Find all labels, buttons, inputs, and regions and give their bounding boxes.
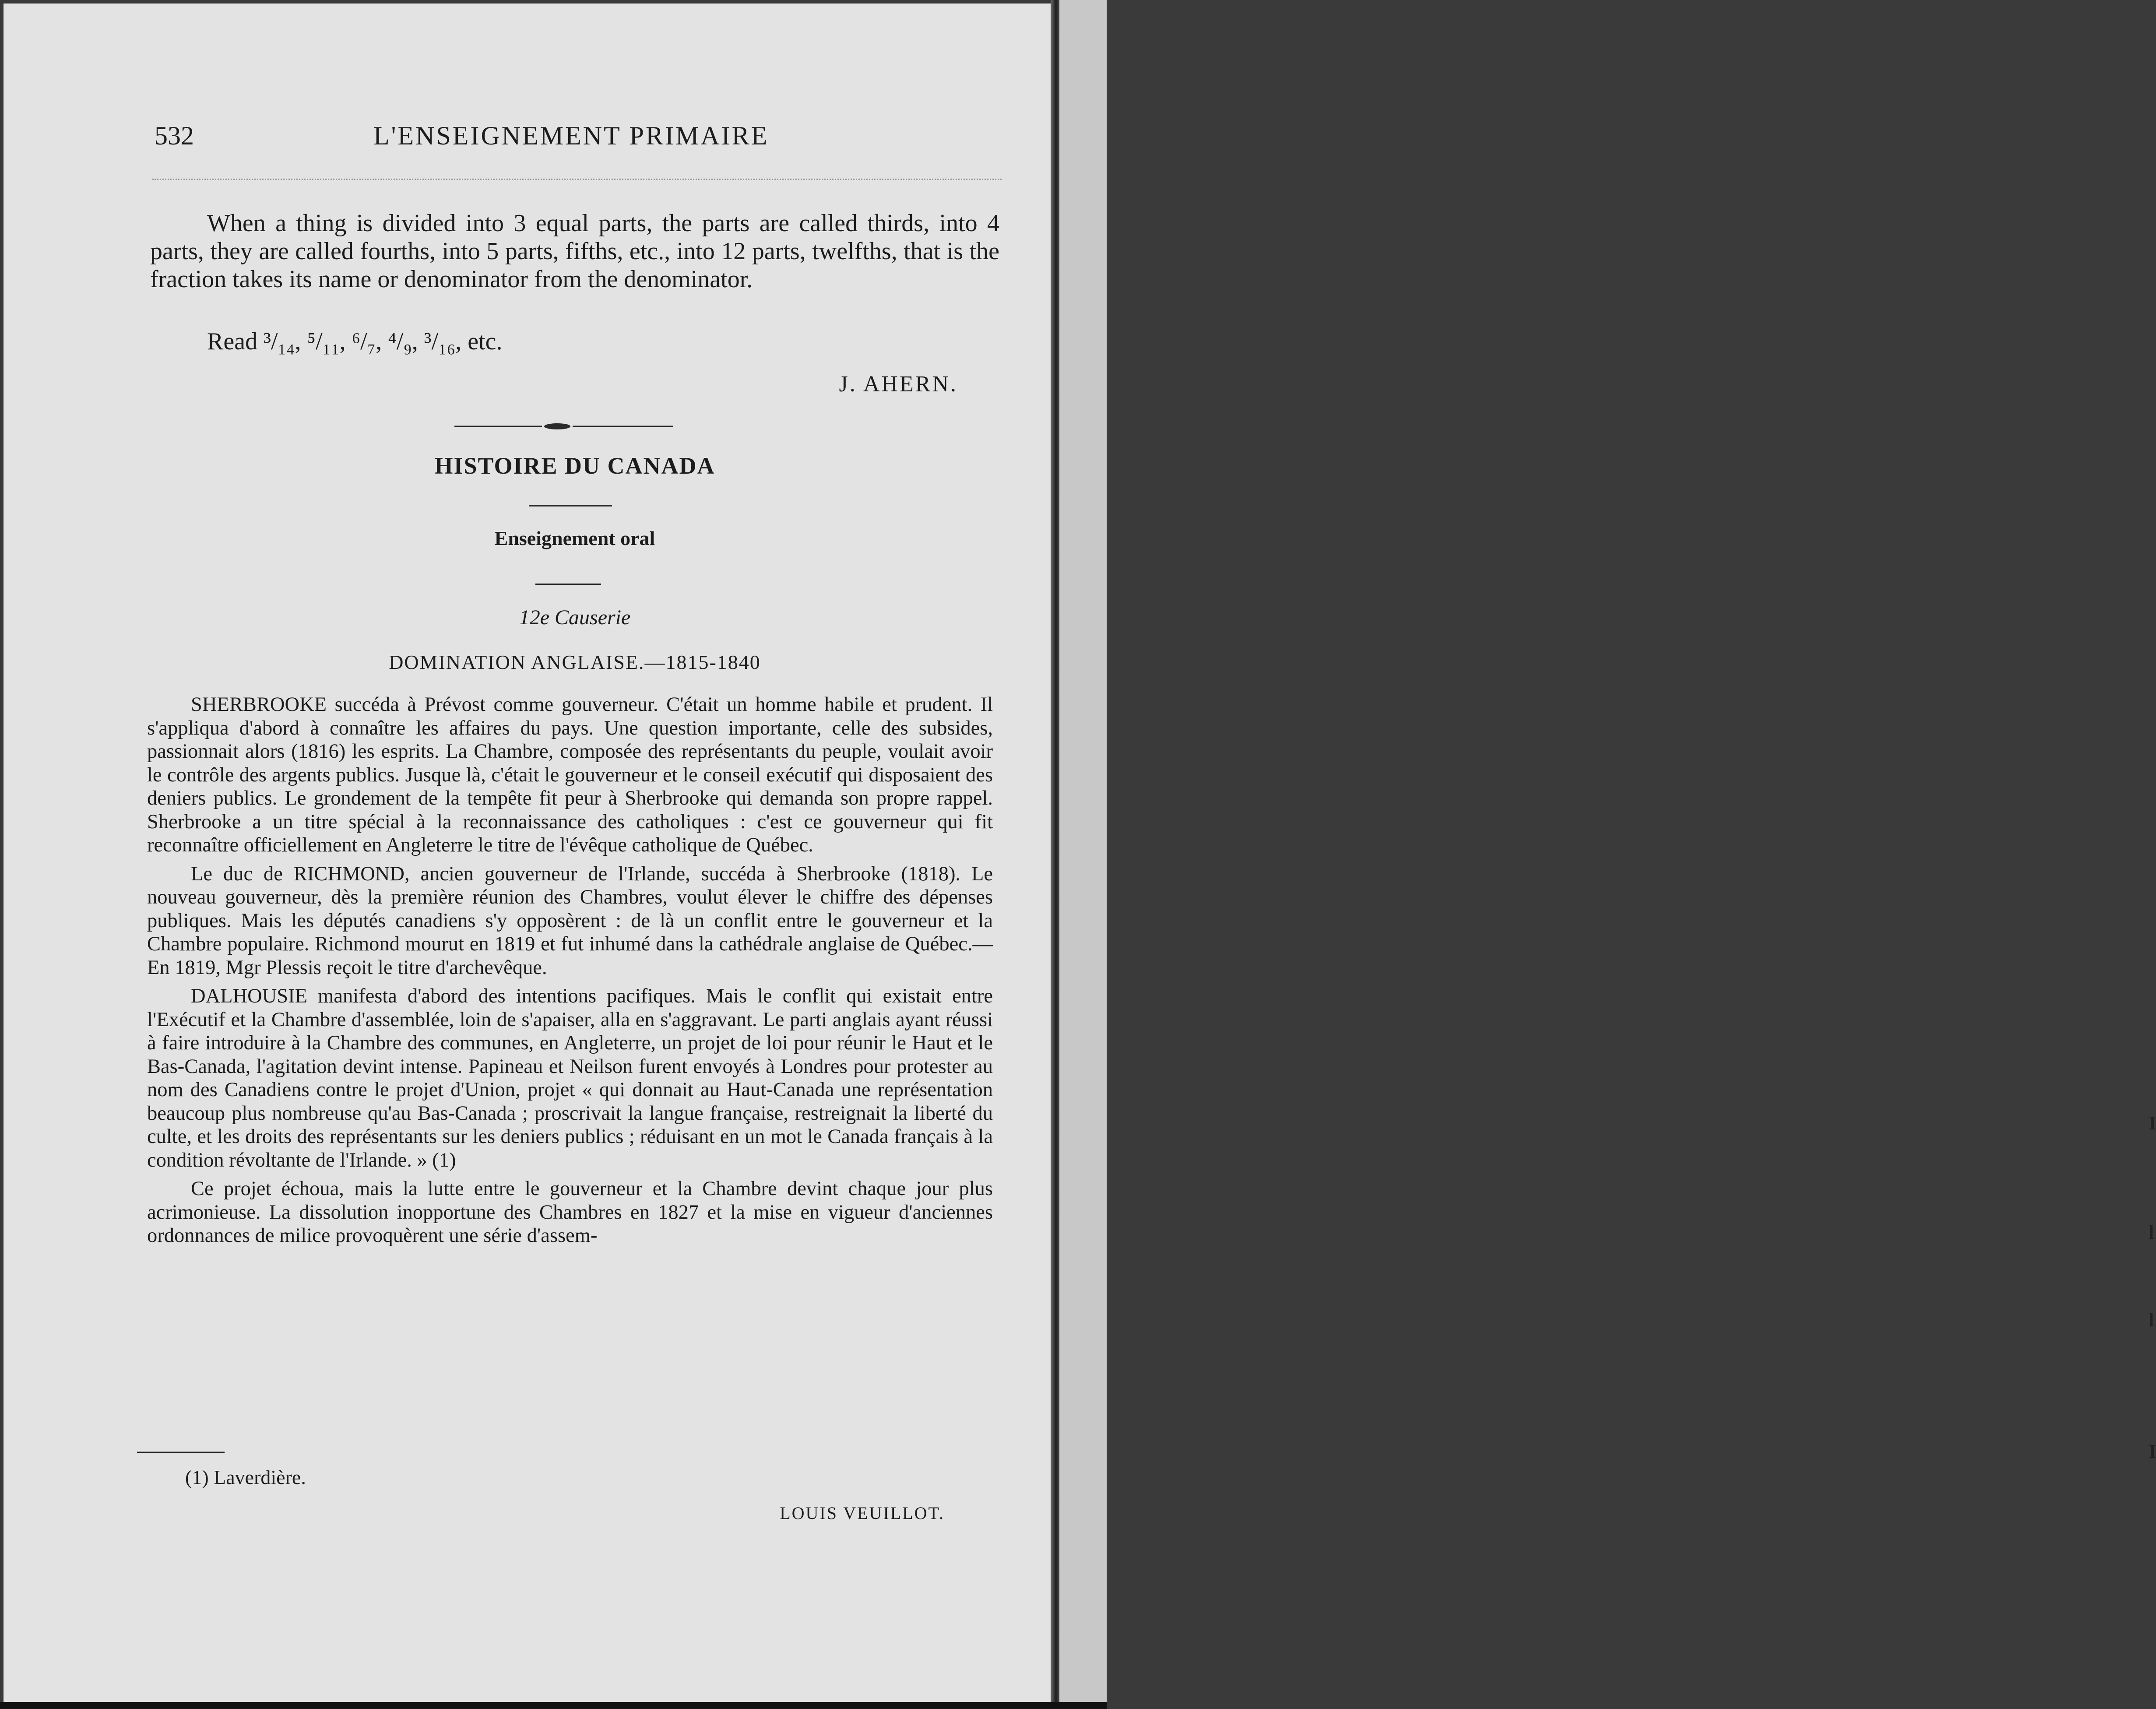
body-paragraph: Ce projet échoua, mais la lutte entre le gouverneur et la Chambre devint chaque jour plus acrimonieuse. La dissolution inopportune des Chambres en 1827 et la mise en vigueur d'anciennes ordonnances de milice provoquèrent une série d'assem-: [147, 1178, 993, 1247]
fractions-paragraph: [150, 209, 999, 293]
edge-letter-fragment: l: [2149, 1222, 2154, 1243]
journal-title: L'ENSEIGNEMENT PRIMAIRE: [373, 121, 769, 150]
title-rule: [529, 505, 612, 506]
book-gutter: [1051, 0, 1059, 1709]
closing-signature: LOUIS VEUILLOT.: [780, 1503, 945, 1523]
header-rule: [152, 179, 1002, 180]
author-signature: J. AHERN.: [839, 372, 958, 397]
causerie-label: 12e Causerie: [519, 606, 631, 629]
body-paragraph: SHERBROOKE succéda à Prévost comme gouverneur. C'était un homme habile et prudent. Il s'appliqua d'abord à connaître les affaires du pays. Une question importante, celle des subsides, passionnait alors (1816) les esprits. La Chambre, composée des représentants du peuple, voulait avoir le contrôle des argents publics. Jusque là, c'était le gouverneur et le conseil exécutif qui disposaient des deniers publics. Le grondement de la tempête fit peur à Sherbrooke qui demanda son propre rappel. Sherbrooke a un titre spécial à la reconnaissance des catholiques : c'est ce gouverneur qui fit reconnaître officiellement en Angleterre le titre de l'évêque catholique de Québec.: [147, 693, 993, 856]
page: [4, 4, 1051, 1702]
section-subtitle: Enseignement oral: [494, 527, 655, 549]
footnote-rule: [137, 1452, 225, 1453]
body-paragraph: DALHOUSIE manifesta d'abord des intentions pacifiques. Mais le conflit qui existait entre l'Exécutif et la Chambre d'assemblée, loin de s'apaiser, alla en s'aggravant. Le parti anglais ayant réussi à faire introduire à la Chambre des communes, en Angleterre, un projet de loi pour réunir le Haut et le Bas-Canada, l'agitation devint intense. Papineau et Neilson furent envoyés à Londres pour protester au nom des Canadiens contre le projet d'Union, projet « qui donnait au Haut-Canada une représentation beaucoup plus nombreuse qu'au Bas-Canada ; proscrivait la langue française, restreignait la liberté du culte, et les droits des représentants sur les deniers publics ; réduisant en un mot le Canada français à la condition révoltante de l'Irlande. » (1): [147, 985, 993, 1171]
section-title: HISTOIRE DU CANADA: [434, 453, 715, 479]
page-number: 532: [155, 121, 194, 150]
subject-heading: DOMINATION ANGLAISE.—1815-1840: [389, 651, 761, 673]
edge-letter-fragment: I: [2149, 1112, 2156, 1134]
scan-bottom-edge: [0, 1702, 1107, 1709]
edge-letter-fragment: I: [2149, 1441, 2156, 1462]
fractions-text: When a thing is divided into 3 equal parts, the parts are called thirds, into 4 parts, they are called fourths, into 5 parts, fifths, etc., into 12 parts, twelfths, that is the fraction takes its name or denominator from the denominator.: [150, 210, 999, 293]
ornament-divider: [454, 422, 673, 431]
running-head: [155, 121, 999, 151]
article-body: [147, 693, 993, 1253]
footnote: (1) Laverdière.: [185, 1466, 306, 1488]
subtitle-rule: [535, 584, 601, 585]
adjacent-page-edge: [1059, 0, 2156, 1709]
fractions-read-line: Read ³/₁₄, ⁵/₁₁, ⁶/₇, ⁴/₉, ³/₁₆, etc.: [207, 328, 503, 355]
body-paragraph: Le duc de RICHMOND, ancien gouverneur de l'Irlande, succéda à Sherbrooke (1818). Le nouveau gouverneur, dès la première réunion des Chambres, voulut élever le chiffre des dépenses publiques. Mais les députés canadiens s'y opposèrent : de là un conflit entre le gouverneur et la Chambre populaire. Richmond mourut en 1819 et fut inhumé dans la cathédrale anglaise de Québec.—En 1819, Mgr Plessis reçoit le titre d'archevêque.: [147, 862, 993, 979]
edge-letter-fragment: l: [2149, 1309, 2154, 1331]
